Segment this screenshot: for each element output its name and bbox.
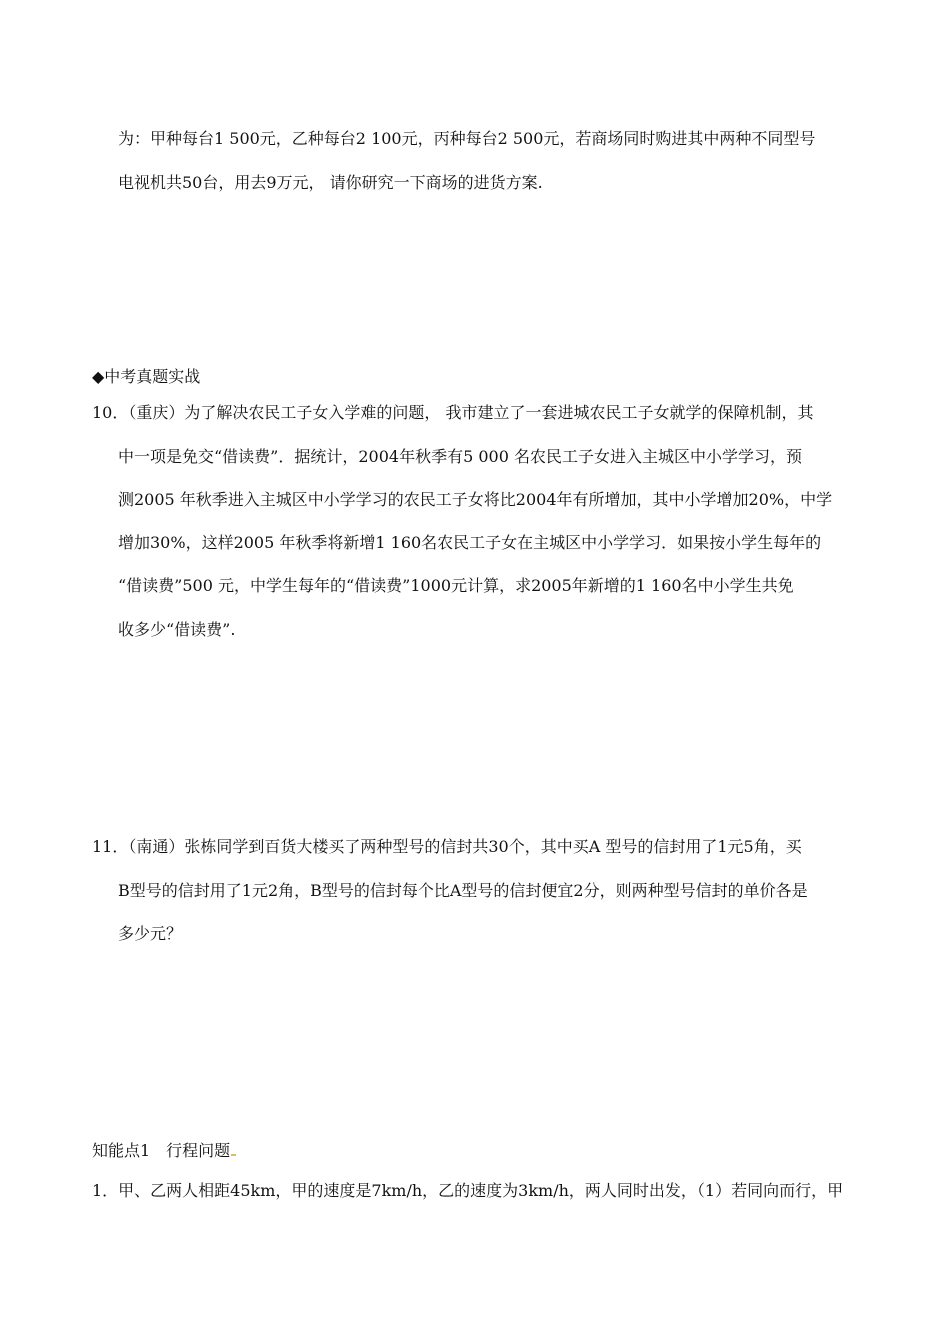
problem-11-line-3: 多少元？ xyxy=(118,924,183,943)
section-heading-knowledge xyxy=(92,1140,236,1162)
problem-11-line-2: B型号的信封用了1元2角，B型号的信封每个比A型号的信封便宜2分，则两种型号信封的单价各是 xyxy=(118,881,808,900)
problem-9-line-2: 电视机共50台，用去9万元， 请你研究一下商场的进货方案. xyxy=(118,173,543,192)
problem-10-line-4: 增加30%，这样2005 年秋季将新增1 160名农民工子女在主城区中小学学习．如果按小学生每年的 xyxy=(118,533,822,552)
problem-9-line-1: 为：甲种每台1 500元，乙种每台2 100元，丙种每台2 500元，若商场同时购进其中两种不同型号 xyxy=(118,129,816,148)
problem-1-line-1: 1．甲、乙两人相距45km，甲的速度是7km/h，乙的速度为3km/h，两人同时出发，（1）若同向而行，甲 xyxy=(92,1181,844,1200)
problem-10-line-6: 收多少“借读费”. xyxy=(118,620,236,639)
problem-10-line-1: 10．（重庆）为了解决农民工子女入学难的问题， 我市建立了一套进城农民工子女就学的保障机制，其 xyxy=(92,403,814,422)
section-heading-exam-text: ◆中考真题实战 xyxy=(92,367,201,386)
section-heading-exam xyxy=(92,366,200,388)
problem-10-line-3: 测2005 年秋季进入主城区中小学学习的农民工子女将比2004年有所增加，其中小学增加20%，中学 xyxy=(118,490,833,509)
problem-10-line-2: 中一项是免交“借读费”．据统计，2004年秋季有5 000 名农民工子女进入主城区中小学学习，预 xyxy=(118,447,802,466)
problem-10-line-5: “借读费”500 元，中学生每年的“借读费”1000元计算，求2005年新增的1 160名中小学生共免 xyxy=(118,576,794,595)
problem-11-line-1: 11．（南通）张栋同学到百货大楼买了两种型号的信封共30个，其中买A 型号的信封用了1元5角，买 xyxy=(92,837,802,856)
edit-mark-icon xyxy=(231,1154,236,1156)
section-heading-knowledge-text: 知能点1 行程问题 xyxy=(92,1141,231,1160)
